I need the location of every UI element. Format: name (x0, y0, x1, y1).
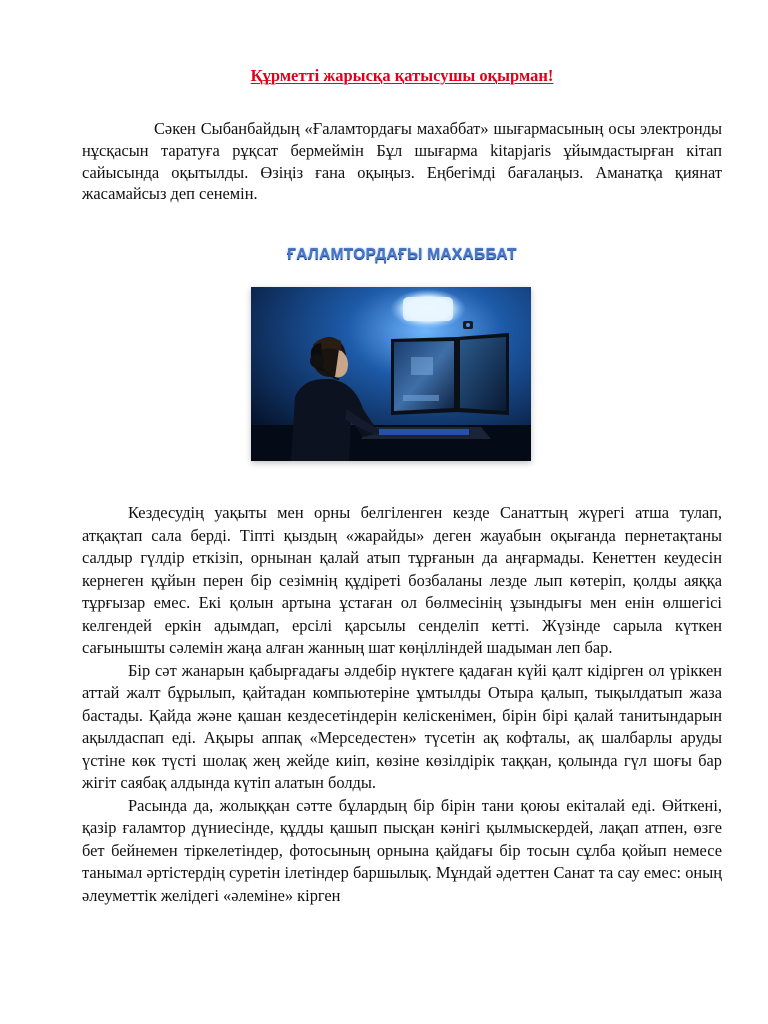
copyright-notice: Сәкен Сыбанбайдың «Ғаламтордағы махаббат» шығармасының осы электронды нұсқасын таратуға рұқсат бермеймін Бұл шығарма kitapjaris ұйымдастырған кітап сайысында оқытылды. Өзіңіз ғана оқыңыз. Еңбегімді бағалаңыз. Аманатқа қиянат жасамайсыз деп сенемін. (82, 119, 722, 204)
story-title: ҒАЛАМТОРДАҒЫ МАХАББАТ (287, 246, 517, 263)
gamer-at-computer-photo (251, 287, 531, 461)
greeting-heading: Құрметті жарысқа қатысушы оқырман! (250, 66, 554, 85)
story-body (82, 502, 722, 952)
story-paragraph: Расында да, жолыққан сәтте бұлардың бір бірін тани қоюы екіталай еді. Өйткені, қазір ғаламтор дүниесінде, құдды қашып пысқан кәнігі қылмыскердей, лақап атпен, өзге бет бейнемен тіркелетіндер, фотосының орнына қайдағы бір тосын сұлба қойып немесе танымал әртістердің суретін ілетіндер баршылық. Мұндай әдеттен Санат та сау емес: оның әлеуметтік желідегі «әлеміне» кірген (82, 795, 722, 905)
story-paragraph: Бір сәт жанарын қабырғадағы әлдебір нүктеге қадаған күйі қалт кідірген ол үріккен аттай жалт бұрылып, қайтадан компьютеріне ұмтылды Отыра қалып, тықылдатып жаза бастады. Қайда және қашан кездесетіндерін келіскенімен, бірін бірі қалай танитындарын ақылдаспап еді. Ақыры аппақ «Мерседестен» түсетін ақ кофталы, ақ шалбарлы аруды үстіне көк түсті шолақ жең жейде киіп, көзіне көзілдірік таққан, қолында гүл шоғы бар жігіт саябақ алдында күтіп алатын болды. (82, 660, 722, 792)
story-paragraph: Кездесудің уақыты мен орны белгіленген кезде Санаттың жүрегі атша тулап, атқақтап сала берді. Тіпті қыздың «жарайды» деген жауабын оқығанда пернетақтаны салдыр гүлдір еткізіп, орнынан қалай атып тұрғанын да аңғармады. Кенеттен кеудесін кернеген құйын перен бір сезімнің құдіреті бозбаланы лезде лып көтеріп, қолды аяққа тұрғызар емес. Екі қолын артына ұстаған ол бөлмесінің ұзындығы мен енін өлшегісі келгендей еркін адымдап, ерсілі қарсылы сенделіп кетті. Жүзінде сарыла күткен сағынышты сәлемін жаңа алған жанның шат көңілліндей шадыман леп бар. (82, 503, 722, 657)
